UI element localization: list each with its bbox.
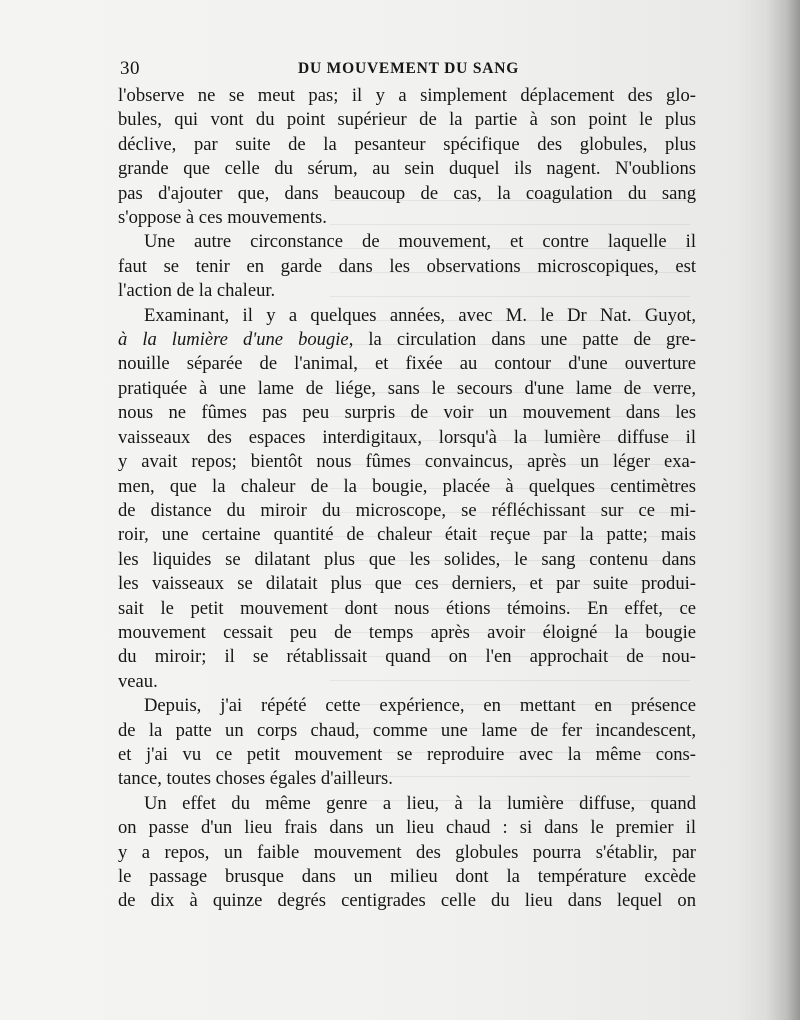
body-text (118, 84, 696, 914)
text-line: le passage brusque dans un milieu dont la température excède (118, 866, 696, 887)
text-line: bules, qui vont du point supérieur de la partie à son point le plus (118, 109, 696, 131)
text-line: déclive, par suite de la pesanteur spécifique des globules, plus (118, 133, 696, 155)
text-line: l'action de la chaleur. (118, 280, 276, 302)
text-line: Depuis, j'ai répété cette expérience, en mettant en présence (144, 695, 696, 717)
text-line: Examinant, il y a quelques années, avec M. le Dr Nat. Guyot, (144, 304, 696, 326)
text-line: y avait repos; bientôt nous fûmes convaincus, après un léger exa- (118, 451, 696, 473)
text-line: grande que celle du sérum, au sein duquel ils nagent. N'oublions (118, 158, 696, 180)
text-line: de distance du miroir du microscope, se réfléchissant sur ce mi- (118, 499, 696, 521)
text-line: tance, toutes choses égales d'ailleurs. (118, 768, 393, 790)
text-line: du miroir; il se rétablissait quand on l'en approchait de nou- (118, 646, 696, 668)
text-line: men, que la chaleur de la bougie, placée à quelques centimètres (118, 475, 696, 497)
text-line: pas d'ajouter que, dans beaucoup de cas, la coagulation du sang (118, 182, 696, 204)
text-line: mouvement cessait peu de temps après avoir éloigné la bougie (118, 621, 696, 643)
text-line: faut se tenir en garde dans les observations microscopiques, est (118, 255, 696, 277)
text-line: on passe d'un lieu frais dans un lieu chaud : si dans le premier il (118, 817, 696, 839)
italic-phrase: à la lumière d'une bougie (118, 329, 349, 351)
page-number: 30 (120, 58, 140, 79)
text-line: nouille séparée de l'animal, et fixée au contour d'une ouverture (118, 353, 696, 375)
page-edge-shadow (766, 0, 800, 1020)
text-line: sait le petit mouvement dont nous étions témoins. En effet, ce (118, 597, 696, 619)
running-title: DU MOUVEMENT DU SANG (298, 60, 520, 77)
text-line: roir, une certaine quantité de chaleur était reçue par la patte; mais (118, 524, 696, 546)
text-line: de dix à quinze degrés centigrades celle du lieu dans lequel on (118, 890, 696, 912)
text-line: s'oppose à ces mouvements. (118, 207, 327, 229)
text-line: les vaisseaux se dilatait plus que ces derniers, et par suite produi- (118, 573, 696, 595)
text-line: l'observe ne se meut pas; il y a simplement déplacement des glo- (118, 85, 696, 106)
text-line: y a repos, un faible mouvement des globules pourra s'établir, par (118, 841, 696, 863)
text-line-italic-lead: à la lumière d'une bougie, la circulation dans une patte de gre- (118, 329, 696, 351)
text-line: les liquides se dilatant plus que les solides, le sang contenu dans (118, 548, 696, 570)
text-line: et j'ai vu ce petit mouvement se reproduire avec la même cons- (118, 743, 696, 765)
text-line: de la patte un corps chaud, comme une lame de fer incandescent, (118, 719, 696, 741)
text-line: pratiquée à une lame de liége, sans le secours d'une lame de verre, (118, 377, 696, 399)
text-line: vaisseaux des espaces interdigitaux, lorsqu'à la lumière diffuse il (118, 426, 696, 448)
text-line: Une autre circonstance de mouvement, et contre laquelle il (144, 231, 696, 253)
running-head (120, 58, 695, 84)
text-line: veau. (118, 670, 158, 692)
text-line: Un effet du même genre a lieu, à la lumière diffuse, quand (144, 792, 696, 814)
text-line: nous ne fûmes pas peu surpris de voir un mouvement dans les (118, 402, 696, 424)
